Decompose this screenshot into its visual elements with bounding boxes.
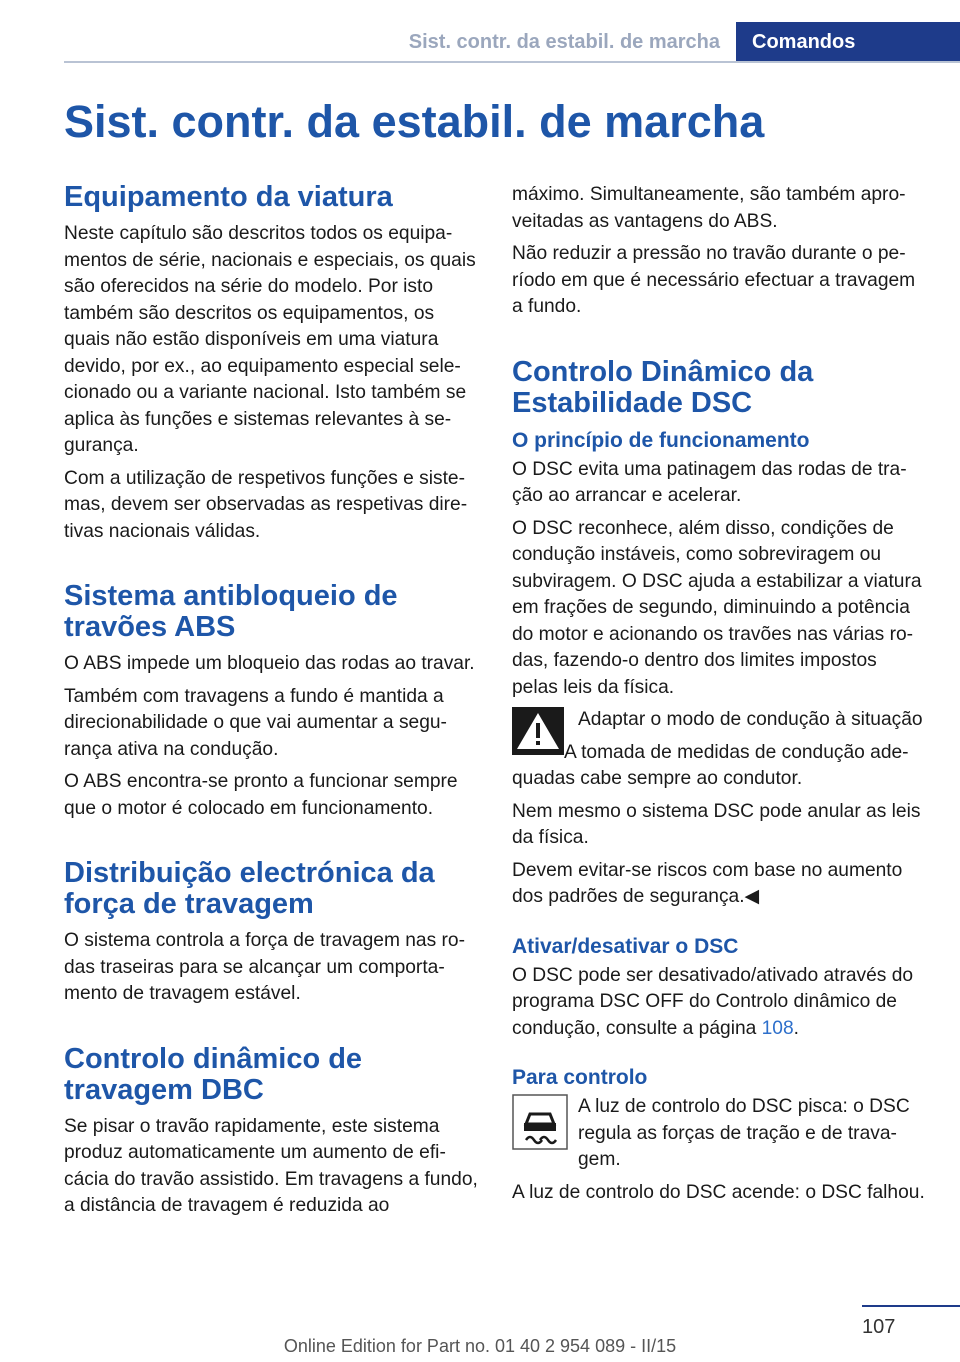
heading-abs: Sistema antibloqueio de travões ABS bbox=[64, 580, 398, 643]
paragraph: O DSC reconhece, além disso, condições de condução instáveis, como sobreviragem ou subviragem. O DSC ajuda a estabilizar a viatura em frações de segundo, diminuindo a potência do motor e acionando os travões nas várias rodas, fazendo-o dentro dos limites impostos pelas leis da física. bbox=[512, 517, 922, 698]
paragraph: O DSC evita uma patinagem das rodas de tração ao arrancar e acelerar. bbox=[512, 458, 907, 506]
heading-dbc: Controlo dinâmico de travagem DBC bbox=[64, 1042, 363, 1106]
header-divider bbox=[64, 61, 960, 63]
dsc-skid-car-icon bbox=[512, 1094, 568, 1159]
paragraph: A luz de controlo do DSC acende: o DSC falhou. bbox=[512, 1181, 925, 1203]
warning-title: Adaptar o modo de condução à situação bbox=[578, 709, 923, 730]
heading-equipment: Equipamento da viatura bbox=[64, 181, 393, 213]
page-title: Sist. contr. da estabil. de marcha bbox=[64, 96, 765, 147]
paragraph: máximo. Simultaneamente, são também aproveitadas as vantagens do ABS. bbox=[512, 184, 906, 232]
paragraph: Devem evitar-se riscos com base no aumento dos padrões de segurança.◀ bbox=[512, 859, 903, 907]
right-column bbox=[512, 182, 926, 1212]
paragraph: Nem mesmo o sistema DSC pode anular as leis da física. bbox=[512, 800, 921, 848]
paragraph: Se pisar o travão rapidamente, este sistema produz automaticamente um aumento de eficácia do travão assistido. Em travagens a fundo, a distância de travagem é reduzida ao bbox=[64, 1115, 478, 1216]
paragraph: A luz de controlo do DSC pisca: o DSC regula as forças de tração e de travagem. bbox=[578, 1096, 910, 1170]
footer-edition: Online Edition for Part no. 01 40 2 954 089 - II/15 bbox=[283, 1336, 677, 1356]
warning-triangle-icon bbox=[512, 707, 564, 764]
header-section-title: Sist. contr. da estabil. de marcha bbox=[408, 31, 720, 53]
page-number: 107 bbox=[862, 1316, 896, 1338]
paragraph: Neste capítulo são descritos todos os equipamentos de série, nacionais e especiais, os quais são oferecidos na série do modelo. Por isto também são descritos os equipamentos, os quais não estão disponíveis em uma viatura devido, por ex., ao equipamento especial selecionado ou a variante nacional. Isto também se aplica às funções e sistemas relevantes à segurança. bbox=[64, 223, 476, 456]
page-link-108[interactable]: 108 bbox=[761, 1017, 794, 1039]
heading-principle: O princípio de funcionamento bbox=[512, 428, 810, 452]
footer-divider bbox=[862, 1305, 960, 1307]
heading-control: Para controlo bbox=[512, 1066, 648, 1089]
paragraph: Não reduzir a pressão no travão durante o período em que é necessário efectuar a travagem a fundo. bbox=[512, 243, 916, 317]
header-tab-comandos: Comandos bbox=[736, 22, 960, 62]
heading-brake-distribution: Distribuição electrónica da força de travagem bbox=[64, 857, 435, 920]
dsc-indicator-note bbox=[512, 1094, 926, 1174]
heading-activate-dsc: Ativar/desativar o DSC bbox=[512, 934, 739, 958]
warning-note bbox=[512, 707, 926, 734]
left-column bbox=[64, 182, 478, 1226]
warning-text: A tomada de medidas de condução adequadas cabe sempre ao condutor. bbox=[512, 741, 909, 789]
paragraph-text: O DSC pode ser desativado/ativado através do programa DSC OFF do Controlo dinâmico de condução, consulte a página bbox=[512, 964, 914, 1039]
paragraph: Também com travagens a fundo é mantida a direcionabilidade o que vai aumentar a segurança ativa na condução. bbox=[64, 685, 447, 760]
paragraph-text: . bbox=[793, 1017, 799, 1039]
paragraph-toggle bbox=[512, 963, 926, 1043]
paragraph: O sistema controla a força de travagem nas rodas traseiras para se alcançar um comportamento de travagem estável. bbox=[64, 930, 465, 1004]
heading-dsc: Controlo Dinâmico da Estabilidade DSC bbox=[512, 355, 814, 419]
paragraph: O ABS impede um bloqueio das rodas ao travar. bbox=[64, 653, 475, 674]
paragraph: Com a utilização de respetivos funções e sistemas, devem ser observadas as respetivas diretivas nacionais válidas. bbox=[64, 467, 468, 542]
paragraph: O ABS encontra-se pronto a funcionar sempre que o motor é colocado em funcionamento. bbox=[64, 771, 458, 819]
